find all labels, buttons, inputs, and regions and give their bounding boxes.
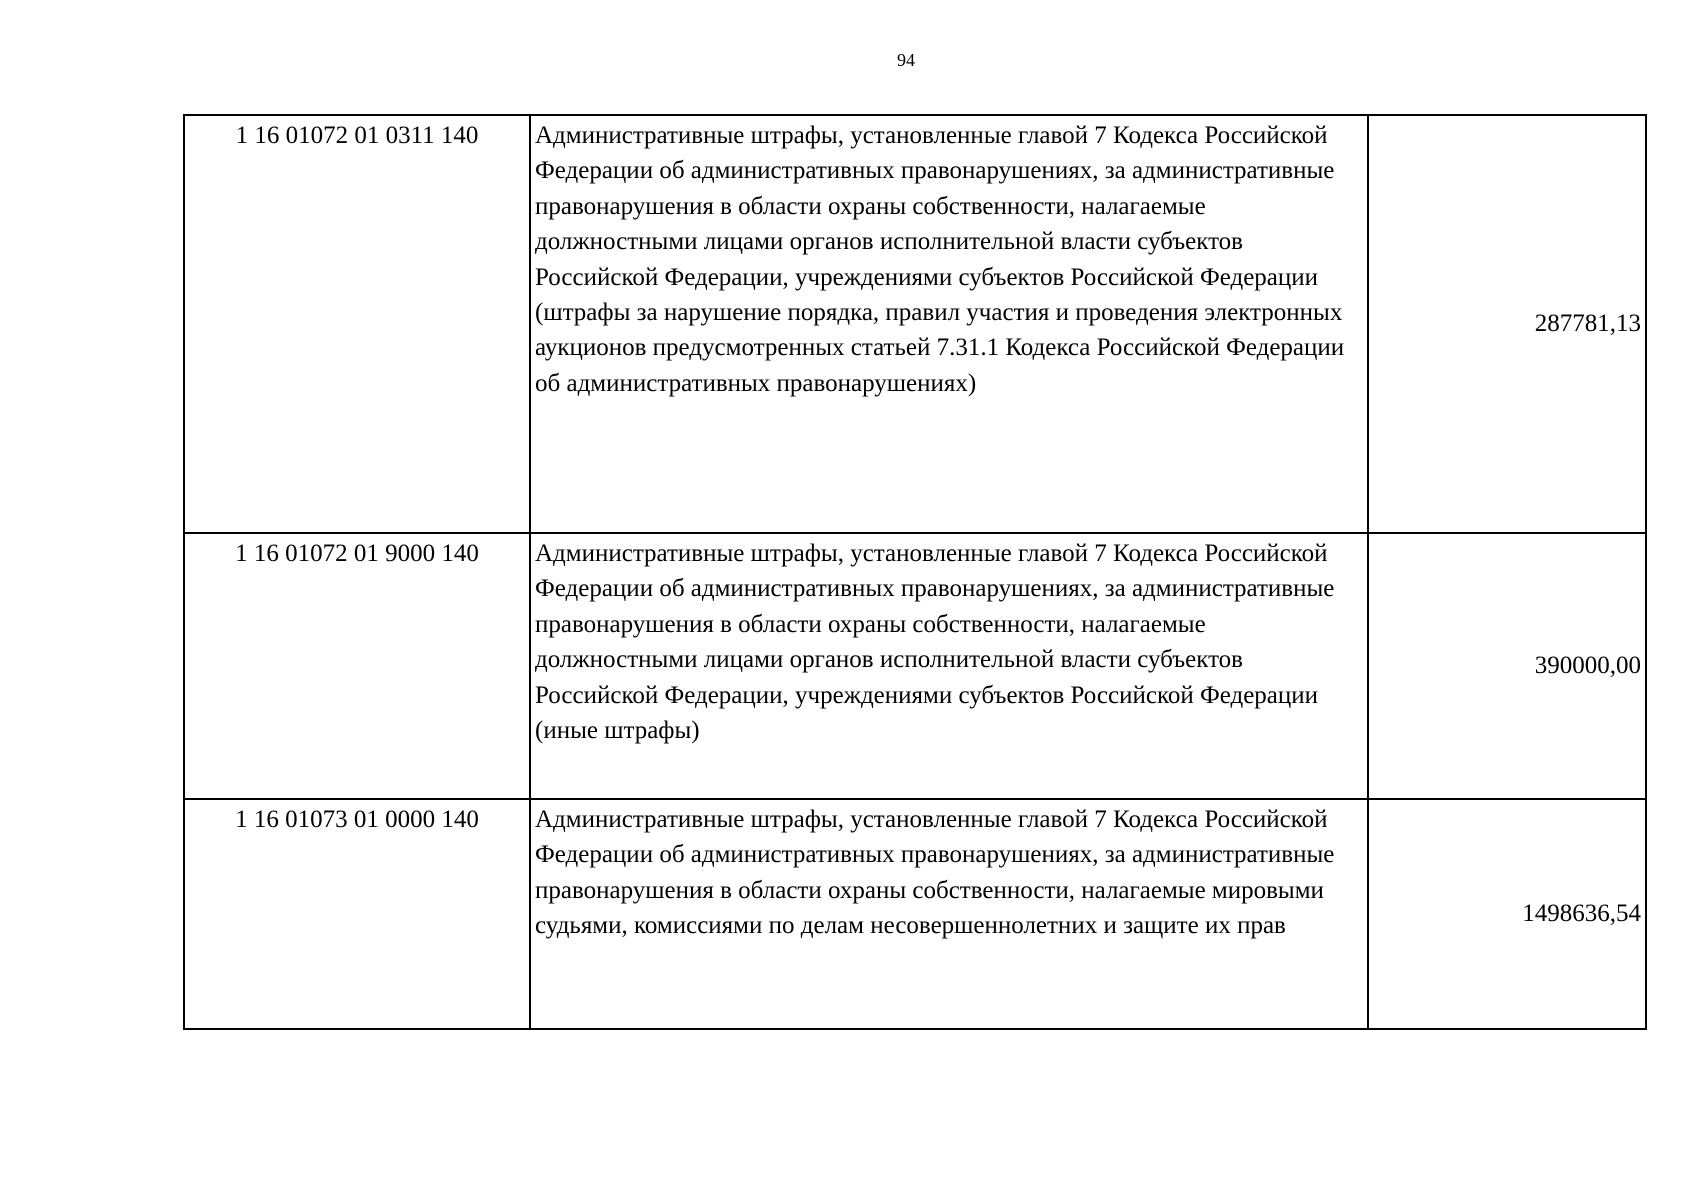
description-cell: Административные штрафы, установленные главой 7 Кодекса Российской Федерации об административных правонарушениях, за административные правонарушения в области охраны собственности, налагаемые мировыми судьями, комиссиями по делам несовершеннолетних и защите их прав bbox=[530, 799, 1368, 1029]
amount-cell: 1498636,54 bbox=[1368, 799, 1646, 1029]
table-row bbox=[184, 115, 1646, 533]
budget-code-cell: 1 16 01073 01 0000 140 bbox=[184, 799, 530, 1029]
description-cell: Административные штрафы, установленные главой 7 Кодекса Российской Федерации об административных правонарушениях, за административные правонарушения в области охраны собственности, налагаемые должностными лицами органов исполнительной власти субъектов Российской Федерации, учреждениями субъектов Российской Федерации (иные штрафы) bbox=[530, 533, 1368, 799]
budget-code-cell: 1 16 01072 01 9000 140 bbox=[184, 533, 530, 799]
budget-table bbox=[183, 114, 1647, 1030]
table-row bbox=[184, 799, 1646, 1029]
page-number: 94 bbox=[897, 50, 915, 70]
description-cell: Административные штрафы, установленные главой 7 Кодекса Российской Федерации об административных правонарушениях, за административные правонарушения в области охраны собственности, налагаемые должностными лицами органов исполнительной власти субъектов Российской Федерации, учреждениями субъектов Российской Федерации (штрафы за нарушение порядка, правил участия и проведения электронных аукционов предусмотренных статьей 7.31.1 Кодекса Российской Федерации об административных правонарушениях) bbox=[530, 115, 1368, 533]
amount-cell: 287781,13 bbox=[1368, 115, 1646, 533]
amount-cell: 390000,00 bbox=[1368, 533, 1646, 799]
table-row bbox=[184, 533, 1646, 799]
budget-code-cell: 1 16 01072 01 0311 140 bbox=[184, 115, 530, 533]
